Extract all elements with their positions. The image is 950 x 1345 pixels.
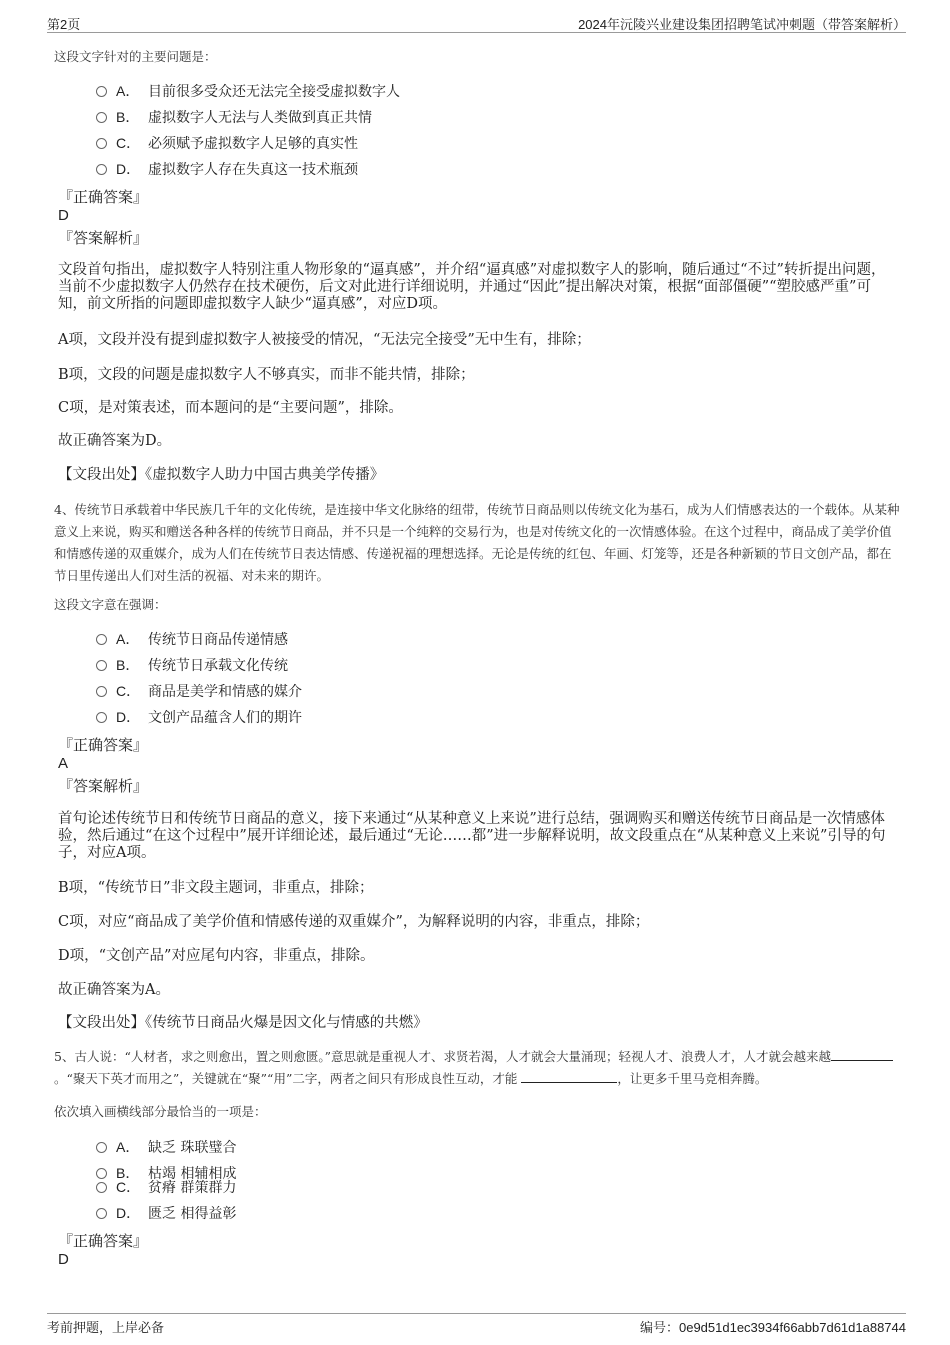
radio-icon[interactable]	[96, 1208, 107, 1219]
page-header	[47, 12, 906, 33]
q3-note-c: C项，是对策表述，而本题问的是“主要问题”，排除。	[58, 400, 403, 416]
q3-note-b: B项，文段的问题是虚拟数字人不够真实，而非不能共情，排除；	[58, 367, 475, 383]
blank-1	[831, 1048, 893, 1061]
q4-note-b: B项，“传统节日”非文段主题词，非重点，排除；	[58, 880, 374, 896]
q4-stem: 这段文字意在强调：	[54, 597, 167, 612]
q5-option-c[interactable]: C． 贫瘠 群策群力	[96, 1177, 236, 1197]
q3-answer: D	[58, 207, 69, 224]
q3-option-c[interactable]: C． 必须赋予虚拟数字人足够的真实性	[96, 133, 358, 153]
q5-option-a[interactable]: A． 缺乏 珠联璧合	[96, 1137, 236, 1157]
q3-option-b[interactable]: B． 虚拟数字人无法与人类做到真正共情	[96, 107, 372, 127]
q3-option-d[interactable]: D． 虚拟数字人存在失真这一技术瓶颈	[96, 159, 358, 179]
q5-option-b[interactable]: B． 枯竭 相辅相成	[96, 1163, 236, 1183]
q3-source: 【文段出处】《虚拟数字人助力中国古典美学传播》	[58, 467, 385, 483]
q4-analysis-label: 『答案解析』	[58, 777, 149, 795]
document-title: 2024年沅陵兴业建设集团招聘笔试冲刺题（带答案解析）	[578, 17, 906, 32]
q5-answer-label: 『正确答案』	[58, 1232, 149, 1250]
q4-conclusion: 故正确答案为A。	[58, 982, 170, 998]
q4-analysis: 首句论述传统节日和传统节日商品的意义，接下来通过“从某种意义上来说”进行总结，强调购买和赠送传统节日商品是一次情感体验，然后通过“在这个过程中”展开详细论述，最后通过“无论……都”进一步解释说明，故文段重点在“从某种意义上来说”引导的句子，对应A项。	[58, 811, 886, 861]
radio-icon[interactable]	[96, 1182, 107, 1193]
page-number: 第2页	[47, 17, 81, 32]
q4-option-c[interactable]: C． 商品是美学和情感的媒介	[96, 681, 302, 701]
footer-id: 编号：0e9d51d1ec3934f66abb7d61d1a88744	[639, 1320, 906, 1335]
q5-passage: 5、古人说：“人材者，求之则愈出，置之则愈匮。”意思就是重视人才、求贤若渴，人才就会大量涌现；轻视人才、浪费人才，人才就会越来越。“聚天下英才而用之”，关键就在“聚”“用”二字，两者之间只有形成良性互动，才能 ，让更多千里马竞相奔腾。	[54, 1046, 902, 1090]
radio-icon[interactable]	[96, 686, 107, 697]
radio-icon[interactable]	[96, 112, 107, 123]
q3-note-a: A项，文段并没有提到虚拟数字人被接受的情况，“无法完全接受”无中生有，排除；	[58, 332, 591, 348]
radio-icon[interactable]	[96, 660, 107, 671]
q4-note-d: D项，“文创产品”对应尾句内容，非重点，排除。	[58, 948, 375, 964]
q3-answer-label: 『正确答案』	[58, 188, 149, 206]
radio-icon[interactable]	[96, 712, 107, 723]
q3-option-a[interactable]: A． 目前很多受众还无法完全接受虚拟数字人	[96, 81, 400, 101]
q4-passage: 4、传统节日承载着中华民族几千年的文化传统，是连接中华文化脉络的纽带，传统节日商品则以传统文化为基石，成为人们情感表达的一个载体。从某种意义上来说，购买和赠送各种各样的传统节日商品，并不只是一个纯粹的交易行为，也是对传统文化的一次情感体验。在这个过程中，商品成了美学价值和情感传递的双重媒介，成为人们在传统节日表达情感、传递祝福的理想选择。无论是传统的红包、年画、灯笼等，还是各种新颖的节日文创产品，都在节日里传递出人们对生活的祝福、对未来的期许。	[54, 502, 900, 583]
q3-analysis-label: 『答案解析』	[58, 229, 149, 247]
q5-option-d[interactable]: D． 匮乏 相得益彰	[96, 1203, 236, 1223]
radio-icon[interactable]	[96, 138, 107, 149]
q4-option-b[interactable]: B． 传统节日承载文化传统	[96, 655, 288, 675]
radio-icon[interactable]	[96, 86, 107, 97]
q4-source: 【文段出处】《传统节日商品火爆是因文化与情感的共燃》	[58, 1015, 428, 1031]
q4-option-a[interactable]: A． 传统节日商品传递情感	[96, 629, 288, 649]
q3-conclusion: 故正确答案为D。	[58, 433, 172, 449]
blank-2	[521, 1070, 617, 1083]
q5-answer: D	[58, 1251, 69, 1268]
q4-option-d[interactable]: D． 文创产品蕴含人们的期许	[96, 707, 302, 727]
radio-icon[interactable]	[96, 164, 107, 175]
q3-analysis: 文段首句指出，虚拟数字人特别注重人物形象的“逼真感”，并介绍“逼真感”对虚拟数字人的影响，随后通过“不过”转折提出问题，当前不少虚拟数字人仍然存在技术硬伤，后文对此进行详细说明，并通过“因此”提出解决对策，根据“面部僵硬”“塑胶感严重”可知，前文所指的问题即虚拟数字人缺少“逼真感”，对应D项。	[58, 262, 886, 312]
q4-answer-label: 『正确答案』	[58, 736, 149, 754]
page-footer	[47, 1313, 906, 1338]
q4-answer: A	[58, 755, 69, 772]
q3-stem: 这段文字针对的主要问题是：	[54, 49, 217, 64]
footer-slogan: 考前押题，上岸必备	[47, 1320, 165, 1335]
radio-icon[interactable]	[96, 1142, 107, 1153]
radio-icon[interactable]	[96, 634, 107, 645]
q4-note-c: C项，对应“商品成了美学价值和情感传递的双重媒介”，为解释说明的内容，非重点，排除；	[58, 914, 650, 930]
q5-stem: 依次填入画横线部分最恰当的一项是：	[54, 1104, 267, 1119]
